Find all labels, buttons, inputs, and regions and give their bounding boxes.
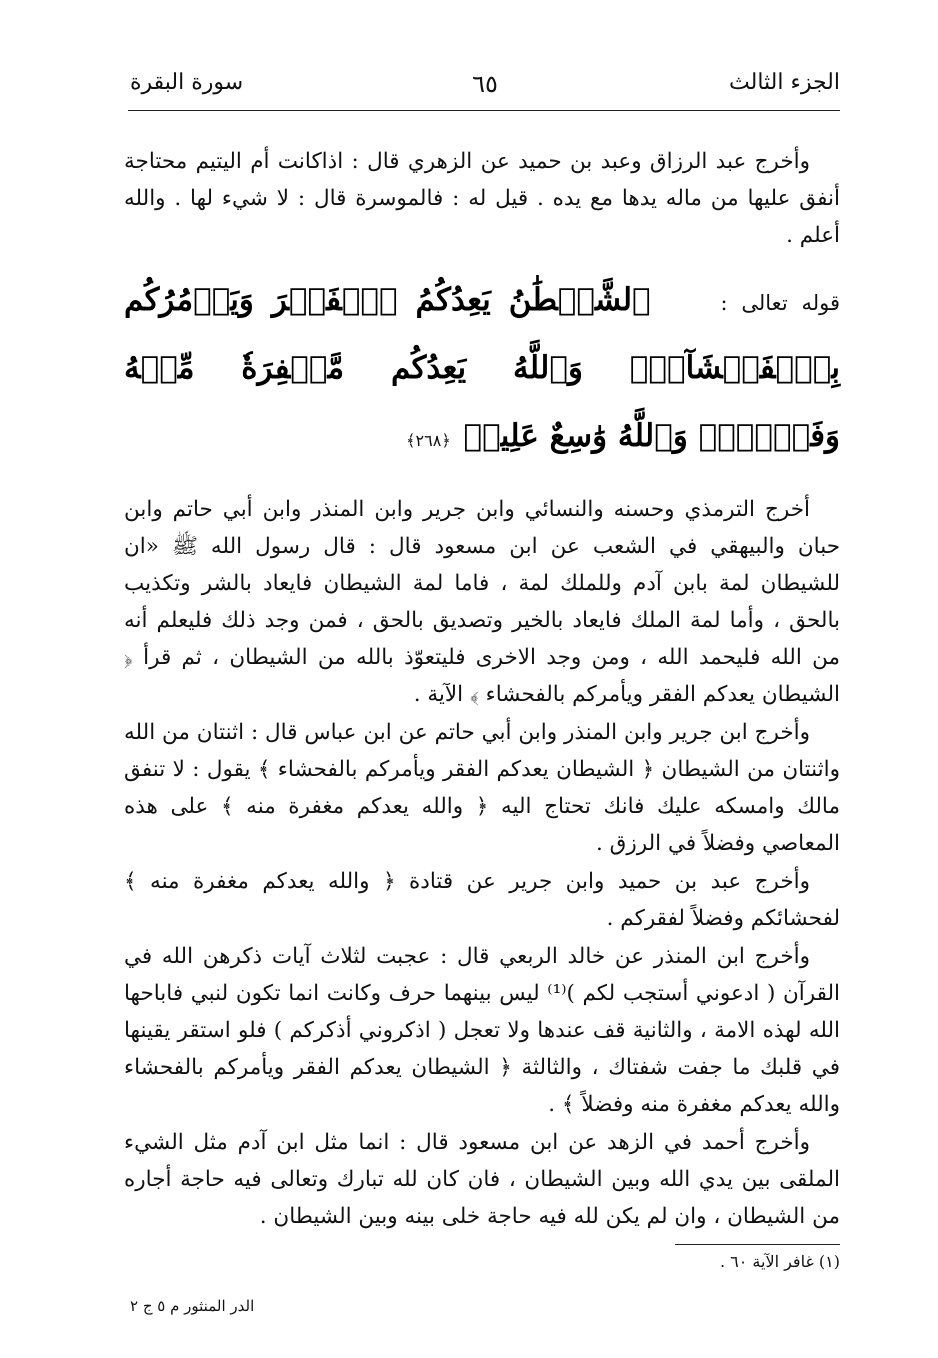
footnote: (١) غافر الآية ٦٠ . [719, 1252, 840, 1271]
header-rule [128, 110, 840, 111]
verse-number: ﴿٢٦٨﴾ [406, 431, 451, 450]
paragraph-zuhri: وأخرج عبد الرزاق وعبد بن حميد عن الزهري قال : اذاكانت أم اليتيم محتاجة أنفق عليها من ماله يدها مع يده . قيل له : فالموسرة قال : لا شيء لها . والله أعلم . [124, 149, 840, 248]
quran-verse-block [124, 268, 840, 473]
paragraph-ibn-abbas: وأخرج ابن جرير وابن المنذر وابن أبي حاتم عن ابن عباس قال : اثنتان من الله واثنتان من الشيطان ﴿ الشيطان يعدكم الفقر ويأمركم بالفحشاء ﴾ يقول : لا تنفق مالك وامسكه عليك فانك تحتاج اليه ﴿ والله يعدكم مغفرة منه ﴾ على هذه المعاصي وفضلاً في الرزق . [124, 720, 840, 856]
quran-verse: ٱلشَّيۡطَٰنُ يَعِدُكُمُ ٱلۡفَقۡرَ وَيَأۡمُرُكُم بِٱلۡفَحۡشَآءِۖ وَٱللَّهُ يَعِدُكُم مَّغۡفِرَةٗ مِّنۡهُ وَفَضۡلٗاۗ وَٱللَّهُ وَٰسِعٌ عَلِيمٞ [124, 282, 840, 454]
verse-intro: قوله تعالى : [720, 291, 841, 315]
page-header [130, 66, 840, 100]
footnote-rule [675, 1244, 840, 1245]
paragraph-khalid-rabi: وأخرج ابن المنذر عن خالد الربعي قال : عجبت لثلاث آيات ذكرهن الله في القرآن ( ادعوني أستجب لكم )⁽¹⁾ ليس بينهما حرف وكانت انما تكون لنبي فاباحها الله لهذه الامة ، والثانية قف عندها ولا تعجل ( اذكروني أذكركم ) فلو استقر يقينها في قلبك ما جفت شفتاك ، والثالثة ﴿ الشيطان يعدكم الفقر ويأمركم بالفحشاء والله يعدكم مغفرة منه وفضلاً ﴾ . [124, 944, 840, 1117]
paragraph-qatada: وأخرج عبد بن حميد وابن جرير عن قتادة ﴿ والله يعدكم مغفرة منه ﴾ لفحشائكم وفضلاً لفقركم . [124, 869, 840, 931]
paragraph-ahmad-zuhd: وأخرج أحمد في الزهد عن ابن مسعود قال : انما مثل ابن آدم مثل الشيء الملقى بين يدي الله وبين الشيطان ، فان كان لله تبارك وتعالى فيه حاجة أجاره من الشيطان ، وان لم يكن لله فيه حاجة خلى بينه وبين الشيطان . [124, 1130, 840, 1229]
part-title: الجزء الثالث [729, 70, 840, 95]
surah-title: سورة البقرة [130, 70, 244, 95]
print-signature: الدر المنثور م ٥ ج ٢ [130, 1297, 255, 1315]
paragraph-tirmidhi: أخرج الترمذي وحسنه والنسائي وابن جرير وابن المنذر وابن أبي حاتم وابن حبان والبيهقي في الشعب عن ابن مسعود قال : قال رسول الله ﷺ «ان للشيطان لمة بابن آدم وللملك لمة ، فاما لمة الشيطان فايعاد بالشر وتكذيب بالحق ، وأما لمة الملك فايعاد بالخير وتصديق بالحق ، فمن وجد ذلك فليعلم أنه من الله فليحمد الله ، ومن وجد الاخرى فليتعوّذ بالله من الشيطان ، ثم قرأ ﴿ الشيطان يعدكم الفقر ويأمركم بالفحشاء ﴾ الآية . [124, 497, 840, 707]
main-text [124, 143, 840, 1235]
page-number: ٦٥ [472, 70, 498, 98]
